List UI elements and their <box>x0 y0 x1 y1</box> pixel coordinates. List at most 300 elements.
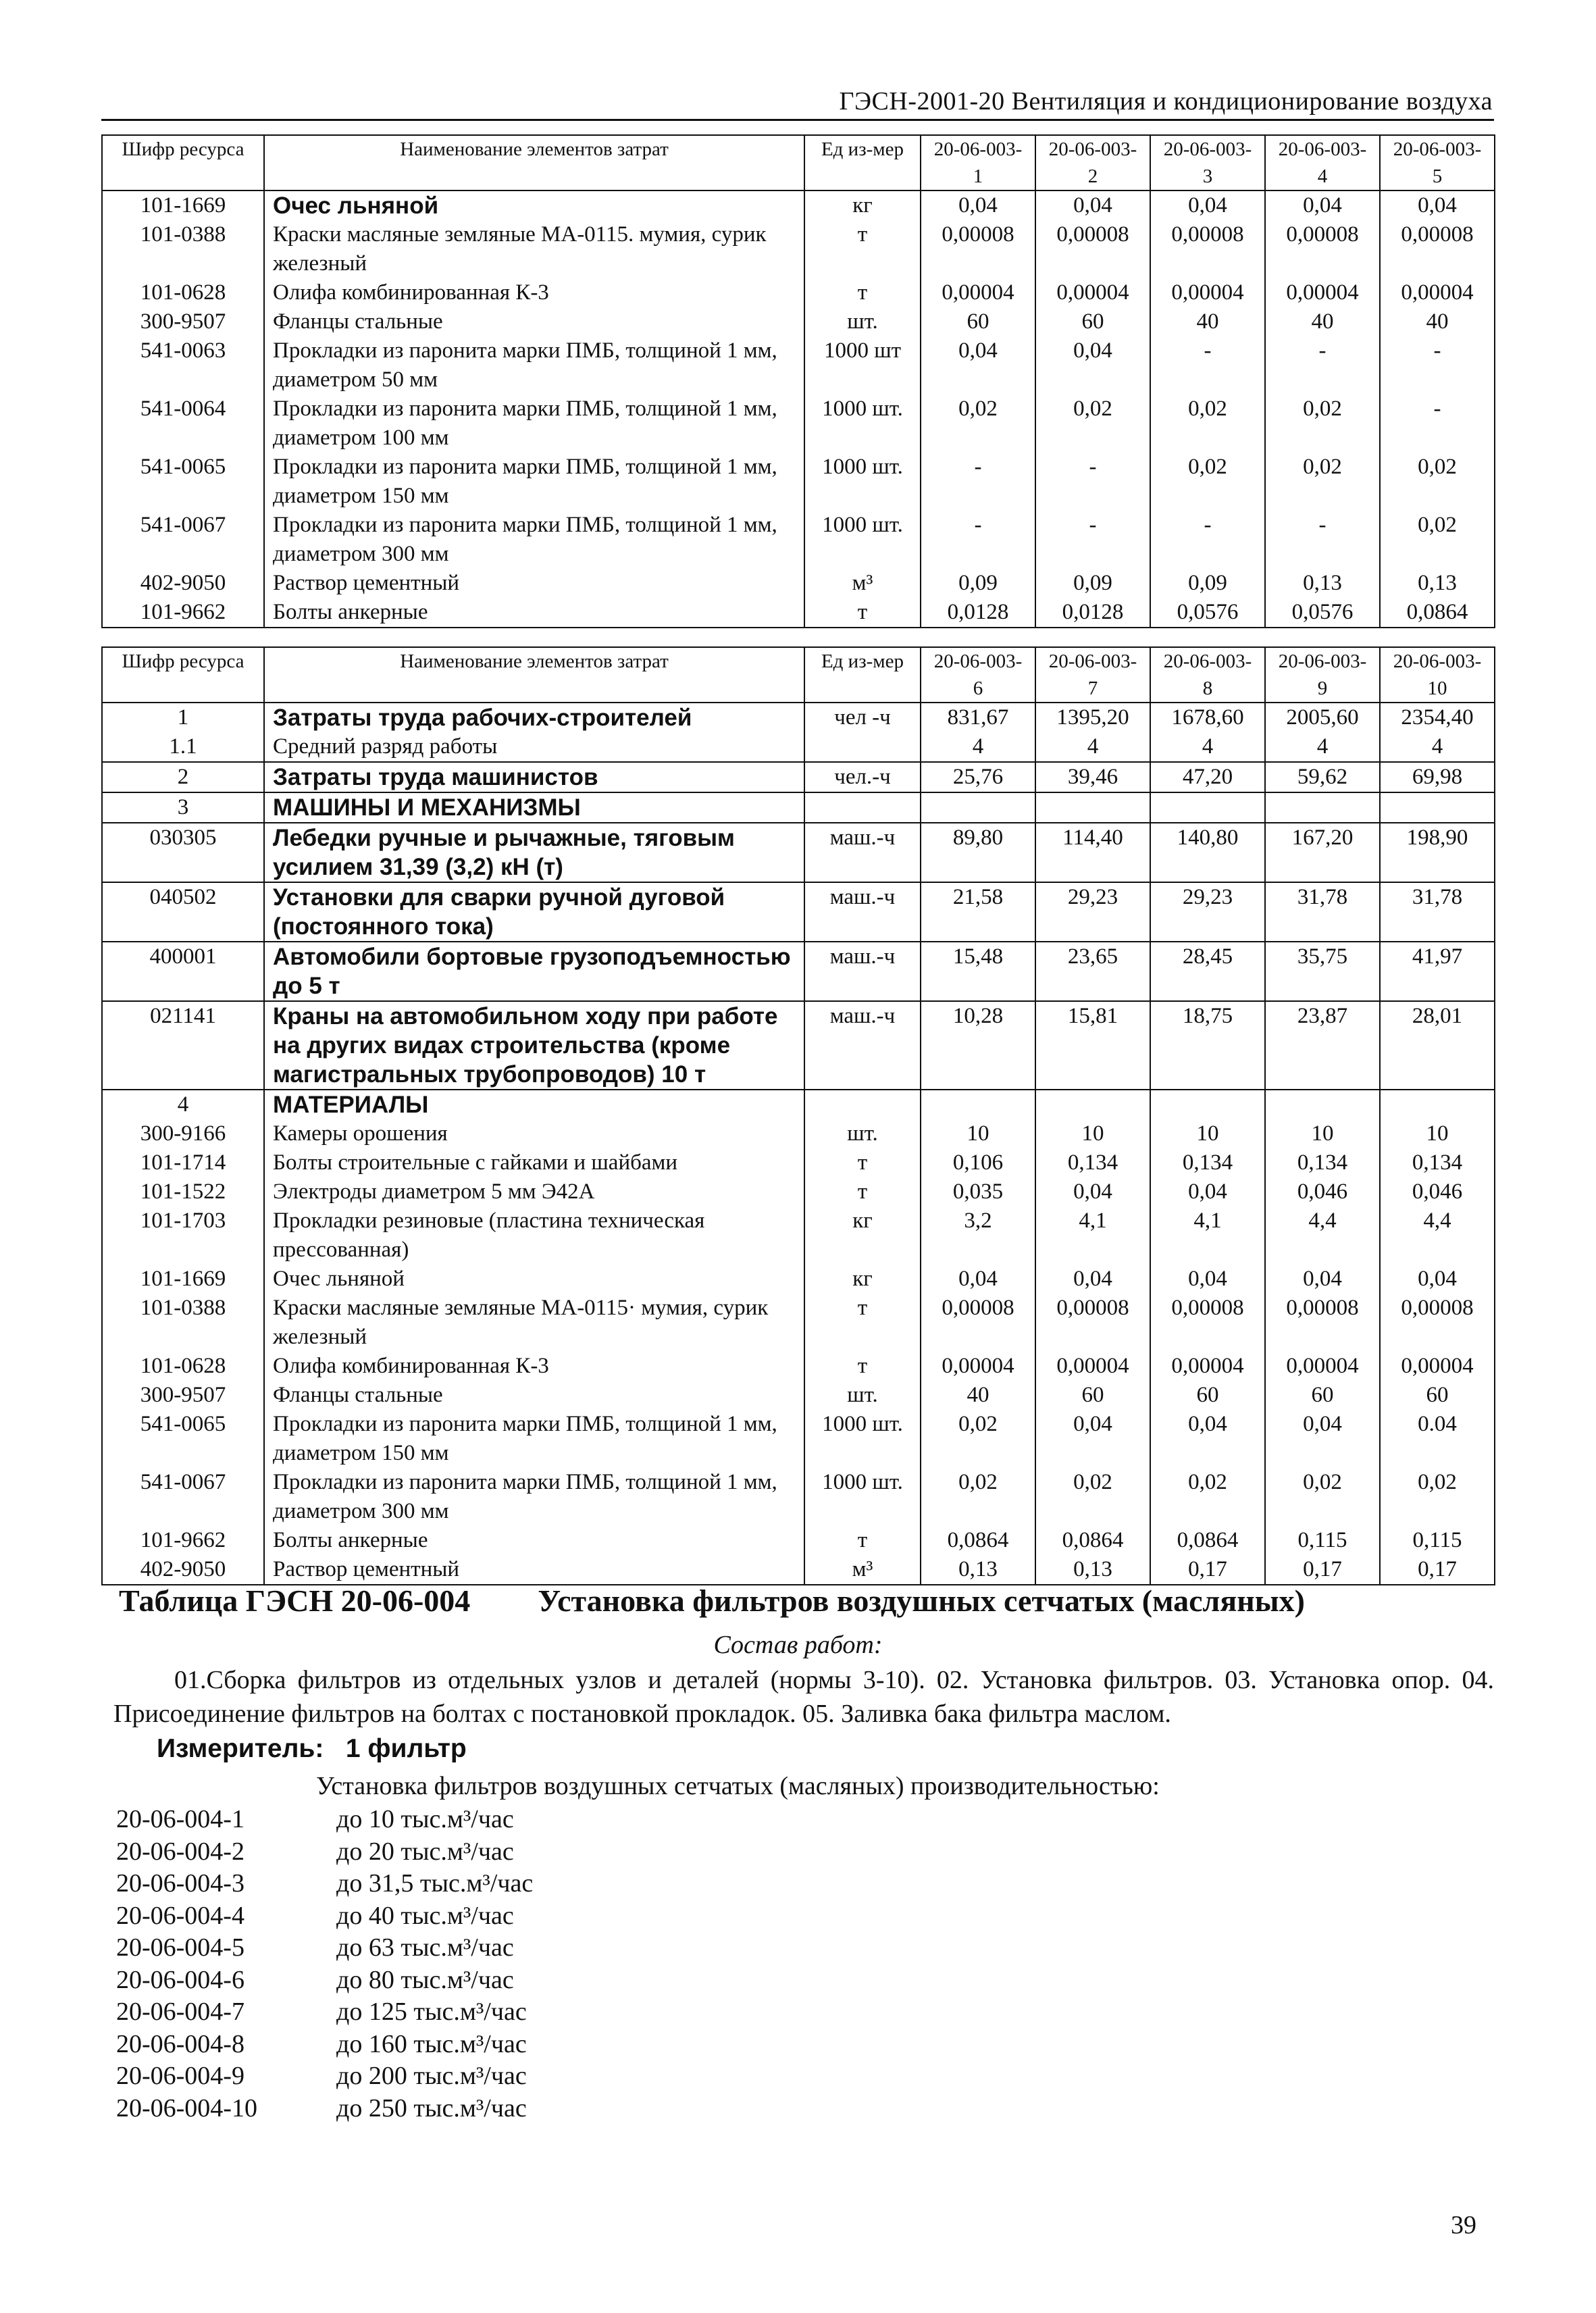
resource-value: 0,115 <box>1265 1526 1380 1555</box>
table-header-row <box>102 135 1495 190</box>
resource-code: 101-0628 <box>102 278 264 307</box>
resource-value: 0,00008 <box>1265 1294 1380 1352</box>
resources-table-003-6-10 <box>101 646 1495 1585</box>
resource-value: - <box>1265 336 1380 395</box>
table-row <box>102 1090 1495 1119</box>
resource-name: Олифа комбинированная К-3 <box>264 1352 804 1381</box>
resource-name: Прокладки резиновые (пластина техническая прессованная) <box>264 1206 804 1265</box>
resource-value: 0,0576 <box>1150 598 1265 628</box>
resource-value: 29,23 <box>1150 882 1265 942</box>
resource-value: 0,13 <box>1265 569 1380 598</box>
resource-value: 0,00008 <box>1380 1294 1495 1352</box>
resource-unit: т <box>804 1148 921 1177</box>
resources-table-003-1-5 <box>101 134 1495 628</box>
resource-value: 0,00008 <box>921 220 1035 278</box>
norm-item <box>116 1868 533 1900</box>
norm-description: до 250 тыс.м³/час <box>336 2093 527 2123</box>
table-row <box>102 1410 1495 1468</box>
table-row <box>102 598 1495 628</box>
resource-value: 0,04 <box>1265 1410 1380 1468</box>
header-unit: Ед из-мер <box>804 647 921 703</box>
resource-value: 0,00004 <box>921 278 1035 307</box>
resource-code: 021141 <box>102 1001 264 1090</box>
resource-unit: т <box>804 1352 921 1381</box>
norm-code: 20-06-004-7 <box>116 1998 244 2026</box>
header-col-5: 20-06-003-5 <box>1380 135 1495 190</box>
resource-value: 0,17 <box>1150 1555 1265 1585</box>
resource-value: - <box>1150 336 1265 395</box>
resource-name: Очес льняной <box>264 190 804 220</box>
resource-value: 0,02 <box>1150 1468 1265 1526</box>
header-col-4: 20-06-003-4 <box>1265 135 1380 190</box>
resource-value: 23,65 <box>1035 942 1150 1001</box>
resource-name: Раствор цементный <box>264 1555 804 1585</box>
resource-value: 15,81 <box>1035 1001 1150 1090</box>
resource-value <box>921 1090 1035 1119</box>
resource-value <box>1150 792 1265 823</box>
resource-value <box>1265 1090 1380 1119</box>
norm-code: 20-06-004-4 <box>116 1901 244 1930</box>
resource-value: 0,09 <box>1150 569 1265 598</box>
table-row <box>102 1294 1495 1352</box>
table-row <box>102 220 1495 278</box>
resource-value: 60 <box>1265 1381 1380 1410</box>
resource-value: 198,90 <box>1380 823 1495 882</box>
resource-value: 4 <box>1380 732 1495 762</box>
table-row <box>102 703 1495 732</box>
resource-value: - <box>1380 395 1495 453</box>
table-row <box>102 1206 1495 1265</box>
resource-code: 101-9662 <box>102 598 264 628</box>
table-header-row <box>102 647 1495 703</box>
resource-value: 0,0864 <box>921 1526 1035 1555</box>
resource-value: 0,0864 <box>1380 598 1495 628</box>
resource-value: 114,40 <box>1035 823 1150 882</box>
resource-value: 4,4 <box>1265 1206 1380 1265</box>
resource-value: 3,2 <box>921 1206 1035 1265</box>
resource-code: 541-0067 <box>102 511 264 569</box>
norm-code: 20-06-004-1 <box>116 1805 244 1833</box>
norm-code: 20-06-004-6 <box>116 1965 244 1994</box>
resource-value: 40 <box>921 1381 1035 1410</box>
norm-description: до 40 тыс.м³/час <box>336 1901 514 1930</box>
resource-unit: шт. <box>804 307 921 336</box>
resource-value: 0,134 <box>1035 1148 1150 1177</box>
resource-name: Фланцы стальные <box>264 1381 804 1410</box>
resource-value: 10 <box>1380 1119 1495 1148</box>
resource-unit <box>804 792 921 823</box>
page-number: 39 <box>1451 2211 1476 2239</box>
resource-code: 101-1669 <box>102 1265 264 1294</box>
resource-value: 60 <box>921 307 1035 336</box>
header-col-5: 20-06-003-10 <box>1380 647 1495 703</box>
header-col-4: 20-06-003-9 <box>1265 647 1380 703</box>
resource-name: Болты анкерные <box>264 1526 804 1555</box>
resource-value: 4,1 <box>1035 1206 1150 1265</box>
resource-value: 0,02 <box>1265 453 1380 511</box>
resource-code: 541-0065 <box>102 453 264 511</box>
table-row <box>102 823 1495 882</box>
resource-value <box>1035 1090 1150 1119</box>
resource-value: 2005,60 <box>1265 703 1380 732</box>
resource-name: Прокладки из паронита марки ПМБ, толщиной 1 мм, диаметром 50 мм <box>264 336 804 395</box>
norm-description: до 200 тыс.м³/час <box>336 2062 527 2090</box>
resource-value: 831,67 <box>921 703 1035 732</box>
resource-unit: 1000 шт <box>804 336 921 395</box>
resource-value: 0,09 <box>1035 569 1150 598</box>
header-name: Наименование элементов затрат <box>264 647 804 703</box>
resource-unit: 1000 шт. <box>804 1468 921 1526</box>
resource-value: 0,046 <box>1380 1177 1495 1206</box>
resource-name: Болты анкерные <box>264 598 804 628</box>
resource-value: 69,98 <box>1380 762 1495 792</box>
resource-value: 31,78 <box>1380 882 1495 942</box>
resource-value: 0,04 <box>1035 336 1150 395</box>
resource-unit: маш.-ч <box>804 882 921 942</box>
resource-value: 0,0128 <box>1035 598 1150 628</box>
resource-name: Прокладки из паронита марки ПМБ, толщиной 1 мм, диаметром 100 мм <box>264 395 804 453</box>
resource-code: 030305 <box>102 823 264 882</box>
norm-code: 20-06-004-5 <box>116 1933 244 1962</box>
resource-value: 0,00008 <box>1150 1294 1265 1352</box>
resource-value: 60 <box>1380 1381 1495 1410</box>
table-row <box>102 792 1495 823</box>
page-header: ГЭСН-2001-20 Вентиляция и кондиционирование воздуха <box>839 87 1493 116</box>
resource-value: 0,0576 <box>1265 598 1380 628</box>
resource-value: 0,02 <box>921 1468 1035 1526</box>
norms-list <box>116 1804 533 2125</box>
resource-name: Олифа комбинированная К-3 <box>264 278 804 307</box>
table-row <box>102 1526 1495 1555</box>
resource-name: Краски масляные земляные МА-0115. мумия, сурик железный <box>264 220 804 278</box>
resource-value: 0,02 <box>1380 511 1495 569</box>
resource-value: - <box>1265 511 1380 569</box>
norm-item <box>116 1932 533 1964</box>
resource-value: 28,01 <box>1380 1001 1495 1090</box>
header-name: Наименование элементов затрат <box>264 135 804 190</box>
resource-value: 0,04 <box>921 190 1035 220</box>
resource-unit: кг <box>804 1265 921 1294</box>
norm-item <box>116 1964 533 1997</box>
norm-description: до 20 тыс.м³/час <box>336 1837 514 1866</box>
resource-value: 0,02 <box>1150 453 1265 511</box>
resource-value: 0,04 <box>1035 190 1150 220</box>
norm-description: до 125 тыс.м³/час <box>336 1998 527 2026</box>
table-title <box>119 1583 1305 1619</box>
header-col-1: 20-06-003-1 <box>921 135 1035 190</box>
resource-code: 300-9507 <box>102 307 264 336</box>
resource-value: 0,04 <box>1150 1177 1265 1206</box>
resource-value: 0,00004 <box>1265 1352 1380 1381</box>
resource-name: Прокладки из паронита марки ПМБ, толщиной 1 мм, диаметром 150 мм <box>264 1410 804 1468</box>
resource-code: 300-9166 <box>102 1119 264 1148</box>
resource-value: 40 <box>1265 307 1380 336</box>
resource-value: 0,04 <box>921 336 1035 395</box>
resource-value: 0,00008 <box>1150 220 1265 278</box>
resource-value: 0,17 <box>1265 1555 1380 1585</box>
resource-code: 300-9507 <box>102 1381 264 1410</box>
resource-name: Установки для сварки ручной дуговой (постоянного тока) <box>264 882 804 942</box>
resource-code: 4 <box>102 1090 264 1119</box>
resource-value: 4 <box>1035 732 1150 762</box>
header-col-3: 20-06-003-8 <box>1150 647 1265 703</box>
resource-value: - <box>1150 511 1265 569</box>
resource-unit: м³ <box>804 1555 921 1585</box>
resource-name: Болты строительные с гайками и шайбами <box>264 1148 804 1177</box>
resource-value: 0,0864 <box>1150 1526 1265 1555</box>
resource-value: 10 <box>1150 1119 1265 1148</box>
resource-value: 0,04 <box>1035 1410 1150 1468</box>
resource-value: 0,02 <box>1035 395 1150 453</box>
resource-value: 0,04 <box>1380 1265 1495 1294</box>
resource-code: 400001 <box>102 942 264 1001</box>
resource-name: Фланцы стальные <box>264 307 804 336</box>
resource-unit: м³ <box>804 569 921 598</box>
resource-unit: маш.-ч <box>804 823 921 882</box>
resource-name: Затраты труда рабочих-строителей <box>264 703 804 732</box>
resource-value: 47,20 <box>1150 762 1265 792</box>
resource-value: - <box>921 511 1035 569</box>
resource-name: Затраты труда машинистов <box>264 762 804 792</box>
resource-value <box>1035 792 1150 823</box>
table-row <box>102 1148 1495 1177</box>
resource-code: 3 <box>102 792 264 823</box>
header-col-2: 20-06-003-7 <box>1035 647 1150 703</box>
resource-value: 0,106 <box>921 1148 1035 1177</box>
resource-code: 541-0065 <box>102 1410 264 1468</box>
resource-unit <box>804 1090 921 1119</box>
table-row <box>102 1381 1495 1410</box>
resource-value: - <box>1380 336 1495 395</box>
resource-unit: шт. <box>804 1381 921 1410</box>
resource-value <box>1265 792 1380 823</box>
resource-value: 0,00004 <box>1265 278 1380 307</box>
header-col-2: 20-06-003-2 <box>1035 135 1150 190</box>
resource-unit: чел.-ч <box>804 762 921 792</box>
resource-code: 101-0388 <box>102 1294 264 1352</box>
resource-value: 60 <box>1150 1381 1265 1410</box>
resource-value <box>1150 1090 1265 1119</box>
resource-code: 101-9662 <box>102 1526 264 1555</box>
resource-unit: кг <box>804 1206 921 1265</box>
resource-value: 40 <box>1380 307 1495 336</box>
resource-value: 4 <box>1265 732 1380 762</box>
table-row <box>102 453 1495 511</box>
resource-unit: т <box>804 598 921 628</box>
table-row <box>102 762 1495 792</box>
resource-value: 40 <box>1150 307 1265 336</box>
resource-value: 0,0864 <box>1035 1526 1150 1555</box>
resource-value: 140,80 <box>1150 823 1265 882</box>
resource-value: 0,13 <box>1380 569 1495 598</box>
norm-code: 20-06-004-8 <box>116 2029 244 2058</box>
resource-unit <box>804 732 921 762</box>
resource-value: 0,035 <box>921 1177 1035 1206</box>
header-col-1: 20-06-003-6 <box>921 647 1035 703</box>
resource-code: 541-0067 <box>102 1468 264 1526</box>
table-row <box>102 1001 1495 1090</box>
resource-value: 29,23 <box>1035 882 1150 942</box>
norm-code: 20-06-004-2 <box>116 1837 244 1866</box>
resource-code: 101-1703 <box>102 1206 264 1265</box>
resource-value: 4 <box>1150 732 1265 762</box>
resource-unit: 1000 шт. <box>804 1410 921 1468</box>
resource-name: Автомобили бортовые грузоподъемностью до 5 т <box>264 942 804 1001</box>
resource-value: 21,58 <box>921 882 1035 942</box>
norm-description: до 10 тыс.м³/час <box>336 1805 514 1833</box>
resource-value: 0,134 <box>1380 1148 1495 1177</box>
resource-value: 4,4 <box>1380 1206 1495 1265</box>
resource-value: 0,02 <box>1265 395 1380 453</box>
resource-value: 0,13 <box>1035 1555 1150 1585</box>
resource-unit: маш.-ч <box>804 942 921 1001</box>
resource-value: - <box>921 453 1035 511</box>
resource-value <box>1380 792 1495 823</box>
resource-unit: т <box>804 220 921 278</box>
norm-code: 20-06-004-9 <box>116 2062 244 2090</box>
table-row <box>102 190 1495 220</box>
resource-value: 28,45 <box>1150 942 1265 1001</box>
table-row <box>102 511 1495 569</box>
table-row <box>102 336 1495 395</box>
resource-value: - <box>1035 511 1150 569</box>
table-row <box>102 569 1495 598</box>
resource-value: 0,04 <box>1265 190 1380 220</box>
resource-value: 4 <box>921 732 1035 762</box>
resource-value: 0,13 <box>921 1555 1035 1585</box>
resource-value: 0,00004 <box>1150 1352 1265 1381</box>
resource-value: 35,75 <box>1265 942 1380 1001</box>
norm-item <box>116 2093 533 2125</box>
norm-description: до 80 тыс.м³/час <box>336 1965 514 1994</box>
resource-value: 0,00004 <box>1380 1352 1495 1381</box>
resource-value: 0,134 <box>1265 1148 1380 1177</box>
resource-value: 39,46 <box>1035 762 1150 792</box>
resource-value <box>921 792 1035 823</box>
table-row <box>102 1352 1495 1381</box>
resource-value: 0.04 <box>1380 1410 1495 1468</box>
resource-code: 1 <box>102 703 264 732</box>
resource-code: 101-1669 <box>102 190 264 220</box>
header-code: Шифр ресурса <box>102 647 264 703</box>
resource-name: Прокладки из паронита марки ПМБ, толщиной 1 мм, диаметром 150 мм <box>264 453 804 511</box>
norm-item <box>116 2029 533 2061</box>
resource-value: 0,00004 <box>1035 1352 1150 1381</box>
resource-value: 0,04 <box>1265 1265 1380 1294</box>
resource-value: 0,04 <box>1035 1265 1150 1294</box>
resource-value: 18,75 <box>1150 1001 1265 1090</box>
resource-value: 0,00008 <box>1265 220 1380 278</box>
resource-value: 0,02 <box>1035 1468 1150 1526</box>
resource-unit: чел -ч <box>804 703 921 732</box>
resource-unit: маш.-ч <box>804 1001 921 1090</box>
resource-value: 0,09 <box>921 569 1035 598</box>
resource-code: 040502 <box>102 882 264 942</box>
resource-code: 541-0063 <box>102 336 264 395</box>
norm-description: до 31,5 тыс.м³/час <box>336 1869 534 1898</box>
resource-name: МАШИНЫ И МЕХАНИЗМЫ <box>264 792 804 823</box>
resource-value: 0,02 <box>921 1410 1035 1468</box>
table-row <box>102 732 1495 762</box>
resource-unit: 1000 шт. <box>804 453 921 511</box>
resource-value: 0,02 <box>921 395 1035 453</box>
resource-unit: 1000 шт. <box>804 395 921 453</box>
resource-value: 0,00008 <box>1035 220 1150 278</box>
resource-unit: т <box>804 278 921 307</box>
resource-value: 0,04 <box>1150 1265 1265 1294</box>
resource-value: 10 <box>1265 1119 1380 1148</box>
resource-value: 10 <box>1035 1119 1150 1148</box>
resource-code: 101-0388 <box>102 220 264 278</box>
resource-name: МАТЕРИАЛЫ <box>264 1090 804 1119</box>
resource-value: 0,02 <box>1150 395 1265 453</box>
resource-value: 0,02 <box>1380 453 1495 511</box>
resource-name: Краски масляные земляные МА-0115· мумия, сурик железный <box>264 1294 804 1352</box>
table-row <box>102 395 1495 453</box>
table-row <box>102 1265 1495 1294</box>
resource-value: 25,76 <box>921 762 1035 792</box>
resource-value: 31,78 <box>1265 882 1380 942</box>
header-col-3: 20-06-003-3 <box>1150 135 1265 190</box>
resource-value: 0,00008 <box>1035 1294 1150 1352</box>
resource-value: 0,046 <box>1265 1177 1380 1206</box>
table-row <box>102 1177 1495 1206</box>
resource-name: Краны на автомобильном ходу при работе на других видах строительства (кроме магистральных трубопроводов) 10 т <box>264 1001 804 1090</box>
resource-name: Прокладки из паронита марки ПМБ, толщиной 1 мм, диаметром 300 мм <box>264 1468 804 1526</box>
norm-code: 20-06-004-3 <box>116 1869 244 1898</box>
resource-value: 15,48 <box>921 942 1035 1001</box>
resource-unit: кг <box>804 190 921 220</box>
resource-value: 0,00004 <box>921 1352 1035 1381</box>
table-title-label: Таблица ГЭСН 20-06-004 <box>119 1583 471 1618</box>
table-row <box>102 278 1495 307</box>
resource-value: 2354,40 <box>1380 703 1495 732</box>
table-title-text: Установка фильтров воздушных сетчатых (масляных) <box>538 1583 1305 1618</box>
resource-value: 0,115 <box>1380 1526 1495 1555</box>
resource-value: 167,20 <box>1265 823 1380 882</box>
resource-code: 101-1714 <box>102 1148 264 1177</box>
resource-value: 60 <box>1035 1381 1150 1410</box>
resource-value: 1678,60 <box>1150 703 1265 732</box>
table-row <box>102 1119 1495 1148</box>
resource-value: 0,00008 <box>921 1294 1035 1352</box>
resource-value: 10 <box>921 1119 1035 1148</box>
composition-title: Состав работ: <box>713 1631 883 1659</box>
resource-value: - <box>1035 453 1150 511</box>
resource-unit: 1000 шт. <box>804 511 921 569</box>
norm-description: до 63 тыс.м³/час <box>336 1933 514 1962</box>
resource-value: 0,02 <box>1380 1468 1495 1526</box>
resource-value: 0,00004 <box>1150 278 1265 307</box>
resource-name: Средний разряд работы <box>264 732 804 762</box>
resource-value: 0,04 <box>1150 1410 1265 1468</box>
resource-value: 60 <box>1035 307 1150 336</box>
resource-code: 1.1 <box>102 732 264 762</box>
resource-value: 41,97 <box>1380 942 1495 1001</box>
resource-value: 0,04 <box>1035 1177 1150 1206</box>
resource-name: Камеры орошения <box>264 1119 804 1148</box>
norm-code: 20-06-004-10 <box>116 2093 257 2123</box>
resource-code: 2 <box>102 762 264 792</box>
resource-code: 541-0064 <box>102 395 264 453</box>
table-row <box>102 942 1495 1001</box>
table-row <box>102 307 1495 336</box>
resource-value: 0,02 <box>1265 1468 1380 1526</box>
resource-value: 89,80 <box>921 823 1035 882</box>
resource-value: 10,28 <box>921 1001 1035 1090</box>
resource-value: 0,17 <box>1380 1555 1495 1585</box>
resource-value: 0,134 <box>1150 1148 1265 1177</box>
